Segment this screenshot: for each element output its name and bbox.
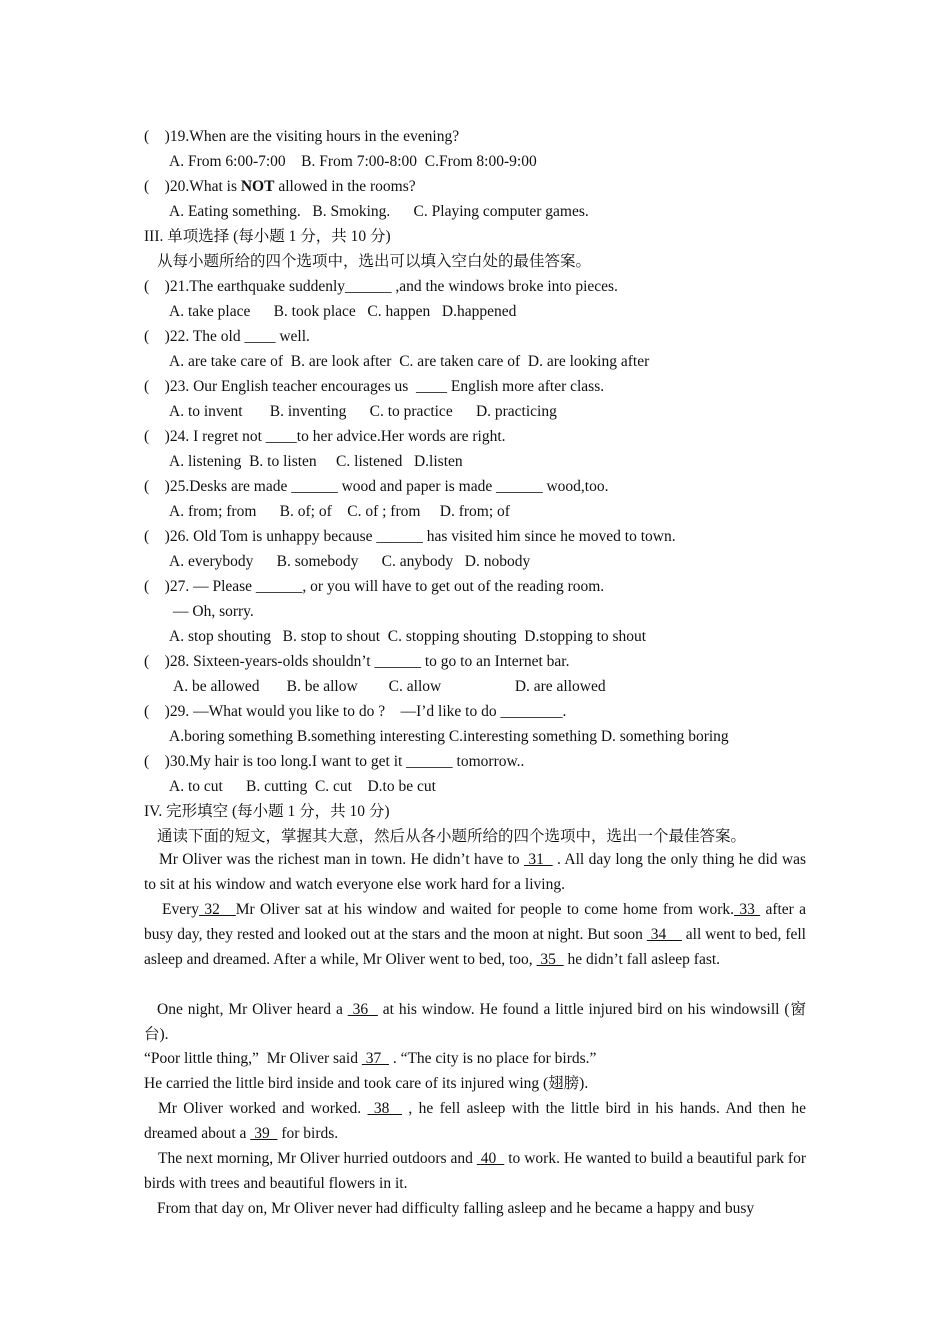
question-25-options: A. from; from B. of; of C. of ; from D. from; of [169,503,510,520]
cloze-text: Every [162,901,200,918]
cloze-text: One night, Mr Oliver heard a [157,1001,348,1018]
question-23-options: A. to invent B. inventing C. to practice D. practicing [169,403,557,420]
cloze-text: at his window. He found a little injured bird on his windowsill (窗台). [144,1001,807,1043]
question-19-options: A. From 6:00-7:00 B. From 7:00-8:00 C.From 8:00-9:00 [169,153,537,170]
section-3-title: III. 单项选择 (每小题 1 分，共 10 分) [144,228,391,245]
cloze-text: “Poor little thing,” Mr Oliver said [144,1050,362,1067]
cloze-paragraph-3 [144,997,806,1047]
cloze-text: after a busy day, they rested and looked out at the stars and the moon at night. But soon [144,901,807,943]
question-21-stem: ( )21.The earthquake suddenly______ ,and the windows broke into pieces. [144,278,618,295]
question-27-options: A. stop shouting B. stop to shout C. stopping shouting D.stopping to shout [169,628,647,645]
question-20-stem-start: ( )20.What is [144,178,241,195]
question-30-stem: ( )30.My hair is too long.I want to get it ______ tomorrow.. [144,753,525,770]
cloze-blank-32: 32 [199,901,236,918]
cloze-text: Mr Oliver was the richest man in town. He didn’t have to [159,851,525,868]
cloze-paragraph-7 [144,1146,806,1196]
cloze-blank-33: 33 [734,901,761,918]
question-27-reply: — Oh, sorry. [173,603,254,620]
question-20-stem-end: allowed in the rooms? [274,178,416,195]
question-28-stem: ( )28. Sixteen-years-olds shouldn’t ______ to go to an Internet bar. [144,653,570,670]
cloze-blank-36: 36 [347,1001,378,1018]
cloze-paragraph-2 [144,897,806,972]
cloze-text: , he fell asleep with the little bird in his hands. And then he dreamed about a [144,1100,807,1142]
cloze-paragraph-8: From that day on, Mr Oliver never had difficulty falling asleep and he became a happy and busy [157,1200,755,1217]
cloze-blank-31: 31 [524,851,553,868]
question-26-stem: ( )26. Old Tom is unhappy because ______ has visited him since he moved to town. [144,528,676,545]
cloze-text: for birds. [277,1125,339,1142]
section-3-instructions: 从每小题所给的四个选项中，选出可以填入空白处的最佳答案。 [157,253,592,270]
cloze-text: Mr Oliver sat at his window and waited for people to come home from work. [235,901,735,918]
question-24-stem: ( )24. I regret not ____to her advice.Her words are right. [144,428,506,445]
cloze-blank-35: 35 [536,951,564,968]
cloze-text: Mr Oliver worked and worked. [158,1100,368,1117]
question-28-options: A. be allowed B. be allow C. allow D. are allowed [173,678,606,695]
cloze-text: all went to bed, fell asleep and dreamed. After a while, Mr Oliver went to bed, too, [144,926,806,968]
cloze-blank-38: 38 [367,1100,403,1117]
question-29-options: A.boring something B.something interesting C.interesting something D. something boring [169,728,729,745]
cloze-paragraph-6 [144,1096,806,1146]
cloze-text: . “The city is no place for birds.” [388,1050,597,1067]
question-27-stem: ( )27. — Please ______, or you will have to get out of the reading room. [144,578,605,595]
cloze-text: he didn’t fall asleep fast. [563,951,721,968]
question-25-stem: ( )25.Desks are made ______ wood and paper is made ______ wood,too. [144,478,609,495]
cloze-text: . All day long the only thing he did was to sit at his window and watch everyone else work hard for a living. [144,851,806,893]
cloze-blank-39: 39 [250,1125,278,1142]
question-20-stem [144,177,416,197]
question-22-stem: ( )22. The old ____ well. [144,328,310,345]
cloze-blank-34: 34 [646,926,682,943]
question-24-options: A. listening B. to listen C. listened D.listen [169,453,463,470]
question-30-options: A. to cut B. cutting C. cut D.to be cut [169,778,436,795]
cloze-blank-40: 40 [476,1150,505,1167]
cloze-paragraph-4 [144,1049,596,1069]
question-20-options: A. Eating something. B. Smoking. C. Playing computer games. [169,203,589,220]
question-19-stem: ( )19.When are the visiting hours in the evening? [144,128,460,145]
cloze-text: to work. He wanted to build a beautiful park for birds with trees and beautiful flowers in it. [144,1150,806,1192]
question-20-emphasis: NOT [240,178,275,195]
question-22-options: A. are take care of B. are look after C. are taken care of D. are looking after [169,353,650,370]
cloze-paragraph-5: He carried the little bird inside and took care of its injured wing (翅膀). [144,1075,589,1092]
question-29-stem: ( )29. —What would you like to do ? —I’d like to do ________. [144,703,567,720]
cloze-blank-37: 37 [361,1050,389,1067]
cloze-text: The next morning, Mr Oliver hurried outdoors and [158,1150,477,1167]
question-26-options: A. everybody B. somebody C. anybody D. nobody [169,553,531,570]
section-4-title: IV. 完形填空 (每小题 1 分，共 10 分) [144,803,390,820]
question-23-stem: ( )23. Our English teacher encourages us ____ English more after class. [144,378,605,395]
section-4-instructions: 通读下面的短文，掌握其大意，然后从各小题所给的四个选项中，选出一个最佳答案。 [157,828,747,845]
question-21-options: A. take place B. took place C. happen D.happened [169,303,517,320]
cloze-paragraph-1 [144,847,806,897]
